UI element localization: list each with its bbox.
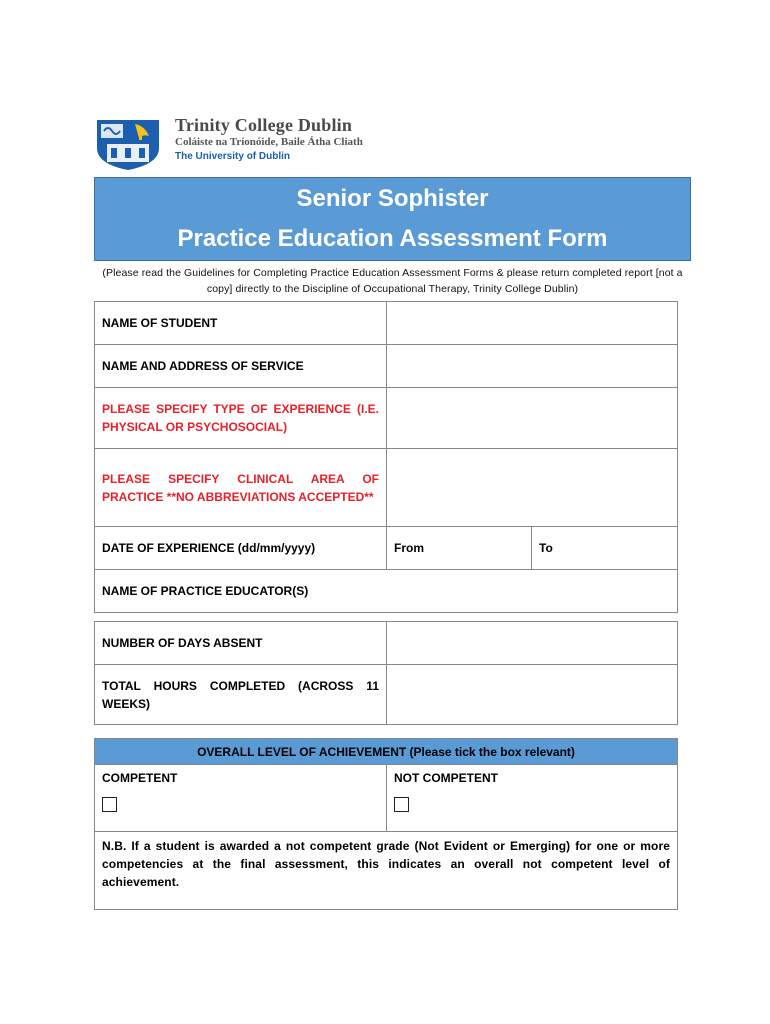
- student-details-table: [94, 301, 678, 613]
- form-title-line1: Senior Sophister: [296, 185, 489, 212]
- competent-checkbox[interactable]: [102, 797, 117, 812]
- logo-text: [175, 115, 363, 164]
- practice-educator-field[interactable]: NAME OF PRACTICE EDUCATOR(S): [95, 570, 678, 613]
- table-row: [95, 449, 678, 527]
- achievement-table: [94, 738, 678, 910]
- service-field[interactable]: [387, 345, 678, 388]
- table-row: [95, 302, 678, 345]
- table-row: [95, 765, 678, 832]
- table-row: [95, 527, 678, 570]
- nb-note: N.B. If a student is awarded a not competent grade (Not Evident or Emerging) for one or more competencies at the final assessment, this indicates an overall not competent level of achievement.: [95, 832, 678, 910]
- experience-type-label: PLEASE SPECIFY TYPE OF EXPERIENCE (I.E. PHYSICAL OR PSYCHOSOCIAL): [95, 388, 387, 449]
- not-competent-checkbox[interactable]: [394, 797, 409, 812]
- table-row: [95, 622, 678, 665]
- date-from-field[interactable]: From: [387, 527, 532, 570]
- table-row: [95, 345, 678, 388]
- table-row: [95, 665, 678, 725]
- table-row: [95, 388, 678, 449]
- form-title-box: [94, 177, 691, 261]
- days-absent-label: NUMBER OF DAYS ABSENT: [95, 622, 387, 665]
- date-of-experience-label: DATE OF EXPERIENCE (dd/mm/yyyy): [95, 527, 387, 570]
- attendance-table: [94, 621, 678, 725]
- form-title-line2: Practice Education Assessment Form: [177, 225, 608, 252]
- competent-cell: [95, 765, 387, 832]
- student-name-label: NAME OF STUDENT: [95, 302, 387, 345]
- logo-subtitle: The University of Dublin: [175, 151, 291, 162]
- logo-irish-name: Coláiste na Tríonóide, Baile Átha Cliath: [175, 136, 363, 148]
- tcd-logo: [95, 115, 425, 170]
- table-row: [95, 570, 678, 613]
- table-row: [95, 832, 678, 910]
- trinity-crest-icon: [95, 118, 161, 170]
- clinical-area-label: PLEASE SPECIFY CLINICAL AREA OF PRACTICE **NO ABBREVIATIONS ACCEPTED**: [95, 449, 387, 527]
- not-competent-label: NOT COMPETENT: [394, 771, 498, 785]
- instructions-note: (Please read the Guidelines for Completing Practice Education Assessment Forms & please return completed report [not a copy] directly to the Discipline of Occupational Therapy, Trinity College Dublin): [102, 267, 683, 295]
- date-to-field[interactable]: To: [532, 527, 678, 570]
- achievement-header: OVERALL LEVEL OF ACHIEVEMENT (Please tick the box relevant): [95, 739, 678, 765]
- days-absent-field[interactable]: [387, 622, 678, 665]
- student-name-field[interactable]: [387, 302, 678, 345]
- total-hours-label: TOTAL HOURS COMPLETED (ACROSS 11 WEEKS): [95, 665, 387, 725]
- table-row: [95, 739, 678, 765]
- logo-name: Trinity College Dublin: [175, 115, 353, 135]
- clinical-area-field[interactable]: [387, 449, 678, 527]
- competent-label: COMPETENT: [102, 771, 178, 785]
- not-competent-cell: [387, 765, 678, 832]
- total-hours-field[interactable]: [387, 665, 678, 725]
- service-label: NAME AND ADDRESS OF SERVICE: [95, 345, 387, 388]
- experience-type-field[interactable]: [387, 388, 678, 449]
